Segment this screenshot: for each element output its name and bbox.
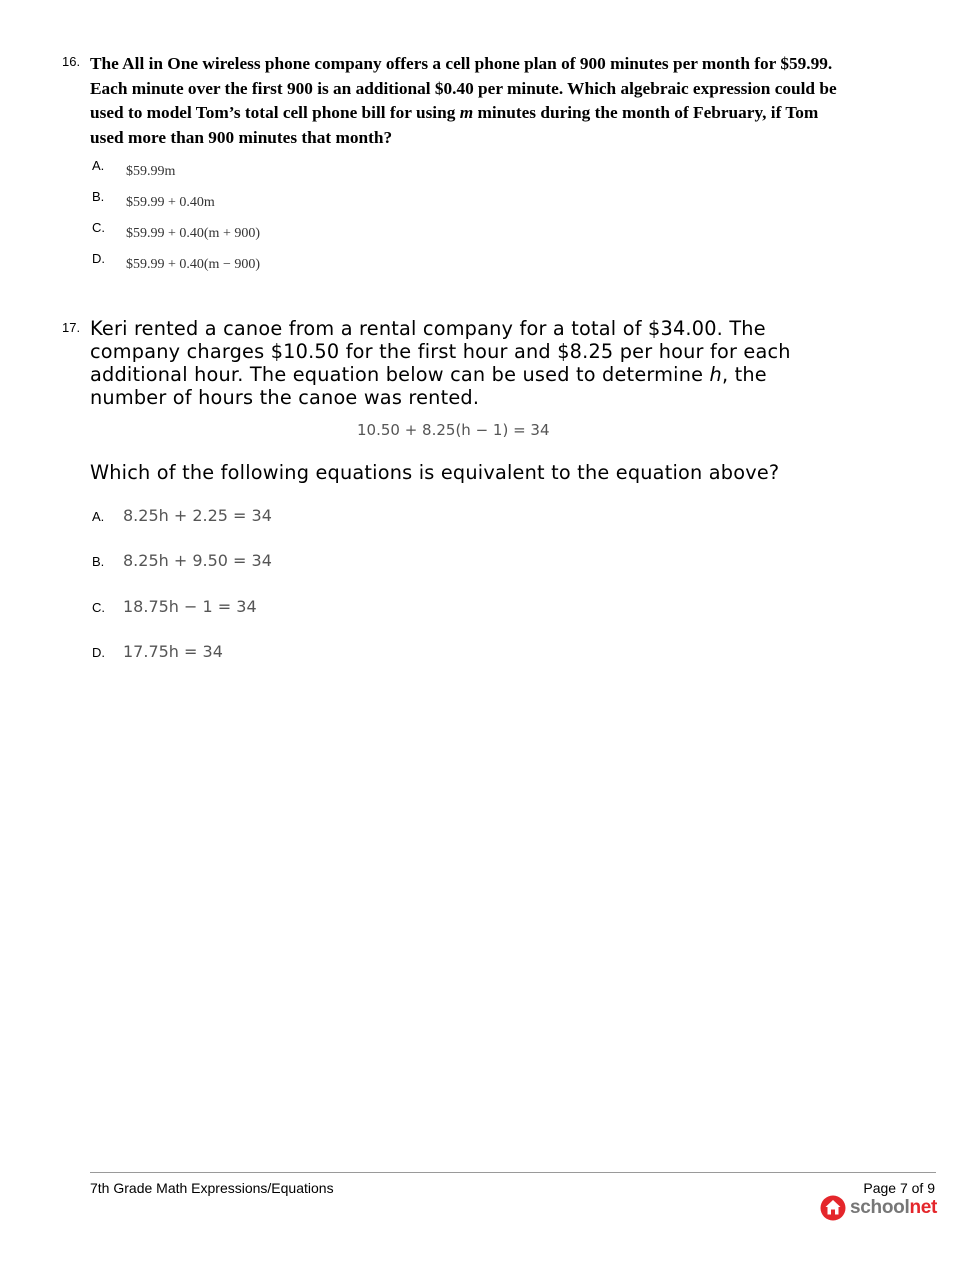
logo-net-text: net (909, 1197, 938, 1218)
q17-option-c[interactable]: 18.75h − 1 = 34 (123, 597, 257, 616)
house-icon (820, 1195, 846, 1221)
q16-option-d-letter: D. (92, 251, 105, 266)
question-16-number: 16. (62, 54, 81, 69)
footer-title: 7th Grade Math Expressions/Equations (90, 1180, 334, 1196)
q16-option-c[interactable]: $59.99 + 0.40(m + 900) (126, 226, 261, 241)
q16-option-a-letter: A. (92, 158, 105, 173)
q17-option-d[interactable]: 17.75h = 34 (123, 642, 223, 661)
q17-option-d-letter: D. (92, 645, 105, 660)
q16-option-a[interactable]: $59.99m (126, 164, 176, 179)
question-16-stem (90, 52, 850, 150)
question-17-prompt: Which of the following equations is equivalent to the equation above? (90, 461, 780, 484)
variable-h: h (709, 363, 722, 386)
variable-m: m (459, 103, 474, 122)
question-17-equation: 10.50 + 8.25(h − 1) = 34 (357, 421, 550, 439)
footer-divider (90, 1172, 936, 1173)
q17-option-a[interactable]: 8.25h + 2.25 = 34 (123, 506, 272, 525)
q16-option-c-letter: C. (92, 220, 105, 235)
stem-text: The All in One wireless phone company offers a cell phone plan of 900 minutes per month for $59.99. Each minute over the first 900 is an additional $0.40 per minute. Which algebraic expression could be used to model Tom’s total cell phone bill for using (90, 54, 837, 122)
page-number: Page 7 of 9 (863, 1180, 935, 1196)
q16-option-b[interactable]: $59.99 + 0.40m (126, 195, 215, 210)
q17-option-a-letter: A. (92, 509, 105, 524)
question-17-stem (90, 317, 810, 409)
q16-option-b-letter: B. (92, 189, 105, 204)
q17-option-b[interactable]: 8.25h + 9.50 = 34 (123, 551, 272, 570)
schoolnet-logo (820, 1194, 937, 1222)
stem-text: minutes during the month of February, if Tom used more than 900 minutes that month? (90, 103, 819, 147)
question-17-number: 17. (62, 320, 81, 335)
q16-option-d[interactable]: $59.99 + 0.40(m − 900) (126, 257, 261, 272)
q17-option-c-letter: C. (92, 600, 105, 615)
stem-text: Keri rented a canoe from a rental company for a total of $34.00. The company charges $10.50 for the first hour and $8.25 per hour for each additional hour. The equation below can be used to determine (90, 317, 791, 386)
q17-option-b-letter: B. (92, 554, 105, 569)
logo-school-text: school (850, 1197, 910, 1218)
stem-text: , the number of hours the canoe was rented. (90, 363, 767, 409)
